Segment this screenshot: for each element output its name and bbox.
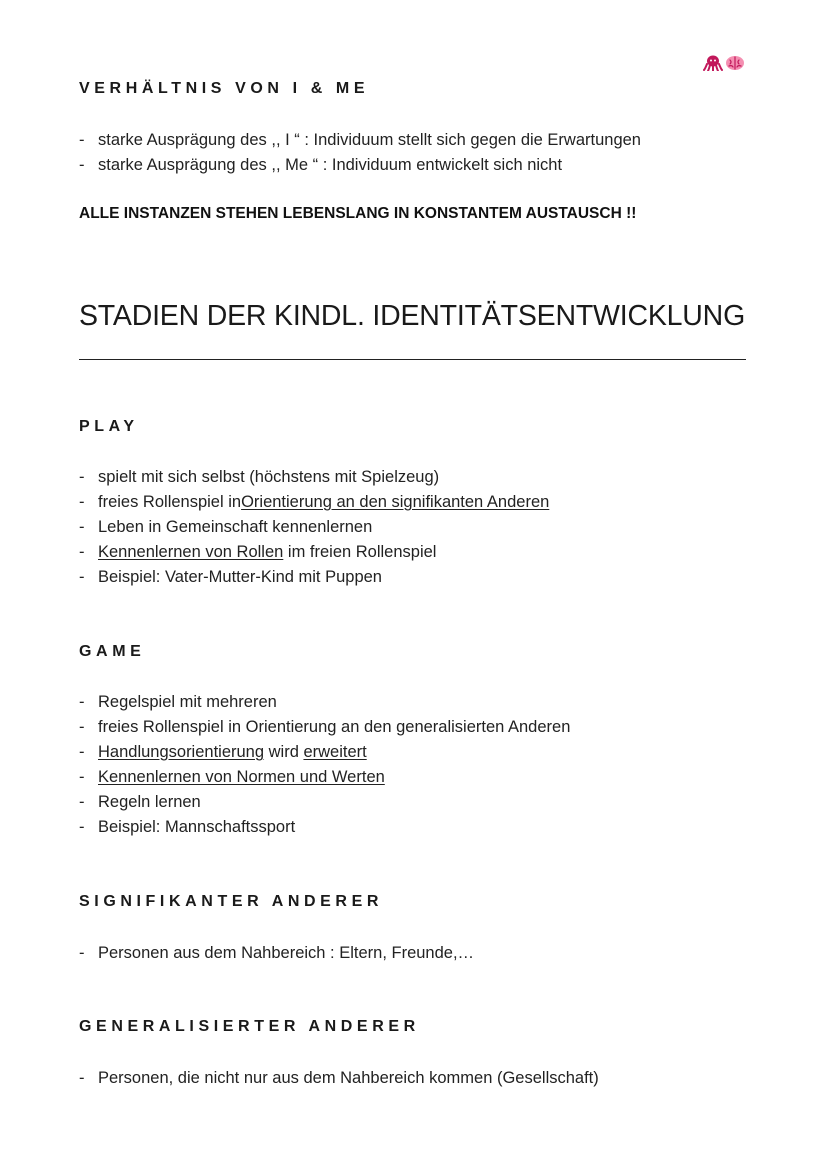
list-item: - Beispiel: Mannschaftssport	[79, 818, 296, 836]
play-list	[79, 465, 549, 590]
list-item: - spielt mit sich selbst (höchstens mit Spielzeug)	[79, 468, 440, 486]
list-item: - starke Ausprägung des ,, Me “ : Individuum entwickelt sich nicht	[79, 156, 563, 174]
generalized-other-list	[79, 1066, 599, 1091]
brain-icon	[725, 55, 745, 71]
list-item: - freies Rollenspiel in Orientierung an den signifikanten Anderen	[79, 493, 550, 511]
header-emojis	[703, 55, 745, 71]
list-item: - Personen aus dem Nahbereich : Eltern, Freunde,…	[79, 944, 475, 962]
page-title: STADIEN DER KINDL. IDENTITÄTSENTWICKLUNG	[79, 300, 746, 332]
list-item: - Personen, die nicht nur aus dem Nahbereich kommen (Gesellschaft)	[79, 1069, 599, 1087]
section-heading-i-me: VERHÄLTNIS VON I & ME	[79, 80, 370, 97]
list-item: - Kennenlernen von Normen und Werten	[79, 768, 385, 786]
list-item: - Kennenlernen von Rollen im freien Rollenspiel	[79, 543, 437, 561]
section-heading-significant-other: SIGNIFIKANTER ANDERER	[79, 893, 384, 910]
section-heading-play: PLAY	[79, 418, 139, 435]
list-item: - Beispiel: Vater-Mutter-Kind mit Puppen	[79, 568, 382, 586]
i-me-list	[79, 128, 641, 178]
section-heading-generalized-other: GENERALISIERTER ANDERER	[79, 1018, 420, 1035]
title-divider	[79, 359, 746, 360]
list-item: - starke Ausprägung des ,, I “ : Individuum stellt sich gegen die Erwartungen	[79, 131, 641, 149]
list-item: - Regelspiel mit mehreren	[79, 693, 277, 711]
game-list	[79, 690, 570, 840]
significant-other-list	[79, 941, 474, 966]
emphasis-statement: ALLE INSTANZEN STEHEN LEBENSLANG IN KONSTANTEM AUSTAUSCH !!	[79, 205, 637, 222]
section-heading-game: GAME	[79, 643, 146, 660]
octopus-icon	[703, 55, 723, 71]
list-item: - Leben in Gemeinschaft kennenlernen	[79, 518, 373, 536]
list-item: - freies Rollenspiel in Orientierung an den generalisierten Anderen	[79, 718, 571, 736]
list-item: - Regeln lernen	[79, 793, 201, 811]
list-item: - Handlungsorientierung wird erweitert	[79, 743, 367, 761]
